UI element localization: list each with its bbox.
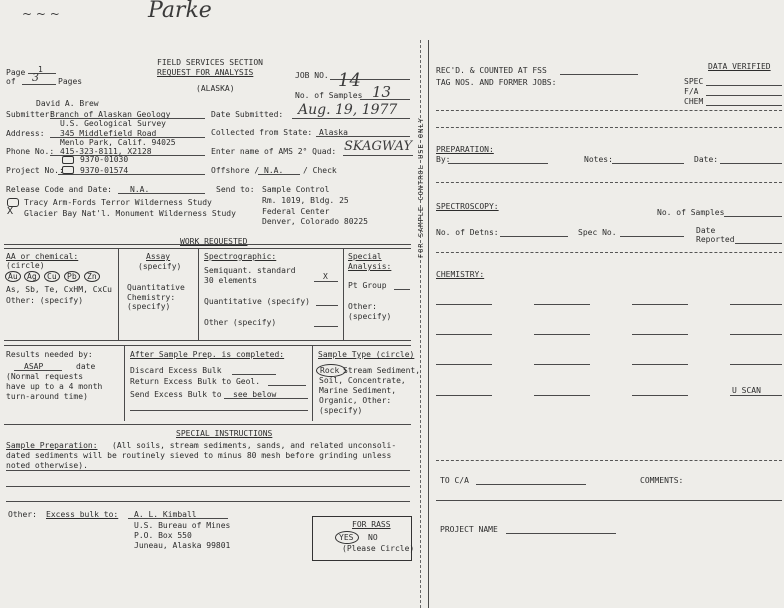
sample-type-3: Marine Sediment, [319, 386, 397, 395]
special-specify: (specify) [348, 312, 392, 321]
return-label: Return Excess Bulk to Geol. [130, 377, 261, 386]
element-cu[interactable]: Cu [47, 272, 57, 281]
date-reported-1: Date [696, 226, 716, 235]
job-no-label: JOB NO. [295, 71, 329, 80]
address-line1: 345 Middlefield Road [60, 129, 157, 138]
offshore-label: Offshore / [211, 166, 260, 175]
element-zn[interactable]: Zn [87, 272, 97, 281]
quant-line1: Quantitative [127, 283, 185, 292]
elements-line2: As, Sb, Te, CxHM, CxCu [6, 285, 112, 294]
recd-counted-label: REC'D. & COUNTED AT FSS [436, 66, 547, 75]
submitter-label: Submitter: [6, 110, 55, 119]
sample-prep-text-2: dated sediments will be routinely sieved to minus 80 mesh before grinding unless [6, 451, 392, 460]
address-label: Address: [6, 129, 45, 138]
verified-spec: SPEC [684, 77, 704, 86]
check-label: / Check [303, 166, 337, 175]
assay-specify: (specify) [138, 262, 182, 271]
element-au[interactable]: Au [8, 272, 18, 281]
results-needed-label: Results needed by: [6, 350, 93, 359]
u-scan-label: U SCAN [732, 386, 761, 395]
verified-chem: CHEM [684, 97, 704, 106]
sample-type-5: (specify) [319, 406, 363, 415]
study-2: Glacier Bay Nat'l. Monument Wilderness Study [24, 209, 236, 218]
form-title-region: (ALASKA) [196, 84, 235, 93]
see-below-value: see below [233, 390, 277, 399]
work-requested-heading: WORK REQUESTED [180, 237, 248, 246]
send-to-line2: Rm. 1019, Bldg. 25 [262, 196, 349, 205]
prep-date-label: Date: [694, 155, 719, 164]
chem-circle: (circle) [6, 261, 45, 270]
project-name-label: PROJECT NAME [440, 525, 498, 534]
excess-name: A. L. Kimball [134, 510, 197, 519]
data-verified-heading: DATA VERIFIED [708, 62, 771, 71]
date-submitted-label: Date Submitted: [211, 110, 284, 119]
send-to-line1: Sample Control [262, 185, 330, 194]
preparation-label: PREPARATION: [436, 145, 494, 154]
results-note2: have up to a 4 month [6, 382, 103, 391]
section-divider [428, 40, 429, 608]
spectroscopy-label: SPECTROSCOPY: [436, 202, 499, 211]
sample-prep-text: (All soils, stream sediments, sands, and related unconsoli- [112, 441, 397, 450]
results-note3: turn-around time) [6, 392, 88, 401]
assay-title: Assay [146, 252, 171, 261]
no-samples-label: No. of Samples [657, 208, 725, 217]
offshore-value: N.A. [264, 166, 284, 175]
quant-line3: (specify) [127, 302, 171, 311]
rass-please: (Please Circle) [342, 544, 415, 553]
results-asap: ASAP [24, 362, 44, 371]
excess-addr3: Juneau, Alaska 99801 [134, 541, 231, 550]
send-to-line3: Federal Center [262, 207, 330, 216]
spec-no-label: Spec No. [578, 228, 617, 237]
chemistry-label: CHEMISTRY: [436, 270, 485, 279]
pt-group-label: Pt Group [348, 281, 387, 290]
sample-type-1: Stream Sediment, [343, 366, 421, 375]
special-title: Special [348, 252, 382, 261]
discard-label: Discard Excess Bulk [130, 366, 222, 375]
chem-title: AA or chemical: [6, 252, 79, 261]
release-value: N.A. [130, 185, 150, 194]
prep-notes-label: Notes: [584, 155, 613, 164]
submitter-name: David A. Brew [36, 99, 99, 108]
send-to-line4: Denver, Colorado 80225 [262, 217, 368, 226]
address-line2: Menlo Park, Calif. 94025 [60, 138, 176, 147]
verified-fa: F/A [684, 87, 699, 96]
submitter-value: Branch of Alaskan Geology [50, 110, 171, 119]
collected-label: Collected from State: [211, 128, 313, 137]
project-code-1: 9370-01030 [80, 155, 129, 164]
rass-yes[interactable]: YES [339, 533, 354, 542]
sample-control-vertical-label: FOR SAMPLE CONTROL USE ONLY [417, 117, 425, 258]
pages-label: Pages [58, 77, 83, 86]
comments-label: COMMENTS: [640, 476, 684, 485]
special-other-label: Other: [348, 302, 377, 311]
quad-label: Enter name of AMS 2° Quad: [211, 147, 337, 156]
quad-value: SKAGWAY [344, 139, 413, 154]
element-pb[interactable]: Pb [67, 272, 77, 281]
rass-title: FOR RASS [352, 520, 391, 529]
send-to-label: Send to: [216, 185, 255, 194]
sample-type-rock[interactable]: Rock [320, 366, 340, 375]
tag-nos-label: TAG NOS. AND FORMER JOBS: [436, 78, 557, 87]
handwritten-scribble: ~ ~ ~ [22, 7, 60, 21]
sample-type-title: Sample Type (circle) [318, 350, 415, 359]
after-prep-title: After Sample Prep. is completed: [130, 350, 285, 359]
phone-label: Phone No.: [6, 147, 55, 156]
rass-no[interactable]: NO [368, 533, 378, 542]
excess-addr1: U.S. Bureau of Mines [134, 521, 231, 530]
special-title-2: Analysis: [348, 262, 392, 271]
no-detns-label: No. of Detns: [436, 228, 499, 237]
excess-bulk-label: Excess bulk to: [46, 510, 119, 519]
special-instructions-heading: SPECIAL INSTRUCTIONS [176, 429, 273, 438]
phone-value: 415-323-8111, X2128 [60, 147, 152, 156]
date-submitted-value: Aug. 19, 1977 [298, 102, 398, 118]
checkbox-study2-mark[interactable]: X [7, 206, 14, 217]
chem-other: Other: (specify) [6, 296, 84, 305]
spectro-title: Spectrographic: [204, 252, 277, 261]
handwritten-name: Parke [148, 0, 212, 23]
checkbox-proj2[interactable] [62, 166, 74, 174]
samples-label: No. of Samples [295, 91, 363, 100]
submitter-org: U.S. Geological Survey [60, 119, 166, 128]
project-label: Project No.: [6, 166, 64, 175]
other-label: Other: [8, 510, 37, 519]
study-1: Tracy Arm-Fords Terror Wilderness Study [24, 198, 212, 207]
form-title-section: FIELD SERVICES SECTION [157, 58, 263, 67]
quant-line2: Chemistry: [127, 293, 176, 302]
to-ca-label: TO C/A [440, 476, 469, 485]
sample-prep-text-3: noted otherwise). [6, 461, 88, 470]
of-label: of [6, 77, 16, 86]
results-note1: (Normal requests [6, 372, 84, 381]
date-reported-2: Reported [696, 235, 735, 244]
release-label: Release Code and Date: [6, 185, 112, 194]
send-bulk-label: Send Excess Bulk to [130, 390, 222, 399]
semiquant-line2: 30 elements [204, 276, 257, 285]
state-value: Alaska [319, 128, 348, 137]
sample-type-2: Soil, Concentrate, [319, 376, 406, 385]
samples-value: 13 [372, 83, 392, 101]
semiquant-mark[interactable]: X [323, 272, 328, 281]
page-number: 1 [38, 65, 43, 74]
form-title: REQUEST FOR ANALYSIS [157, 68, 254, 77]
quantitative-label: Quantitative (specify) [204, 297, 310, 306]
job-no-value: 14 [338, 70, 361, 91]
element-ag[interactable]: Ag [27, 272, 37, 281]
semiquant-line1: Semiquant. standard [204, 266, 296, 275]
prep-by-label: By: [436, 155, 451, 164]
checkbox-proj1[interactable] [62, 156, 74, 164]
sample-type-4: Organic, Other: [319, 396, 392, 405]
page-count: 3 [32, 71, 39, 84]
spectro-other-label: Other (specify) [204, 318, 277, 327]
project-value: 9370-01574 [80, 166, 129, 175]
page-label: Page [6, 68, 26, 77]
results-date: date [76, 362, 96, 371]
sample-prep-label: Sample Preparation: [6, 441, 98, 450]
excess-addr2: P.O. Box 550 [134, 531, 192, 540]
